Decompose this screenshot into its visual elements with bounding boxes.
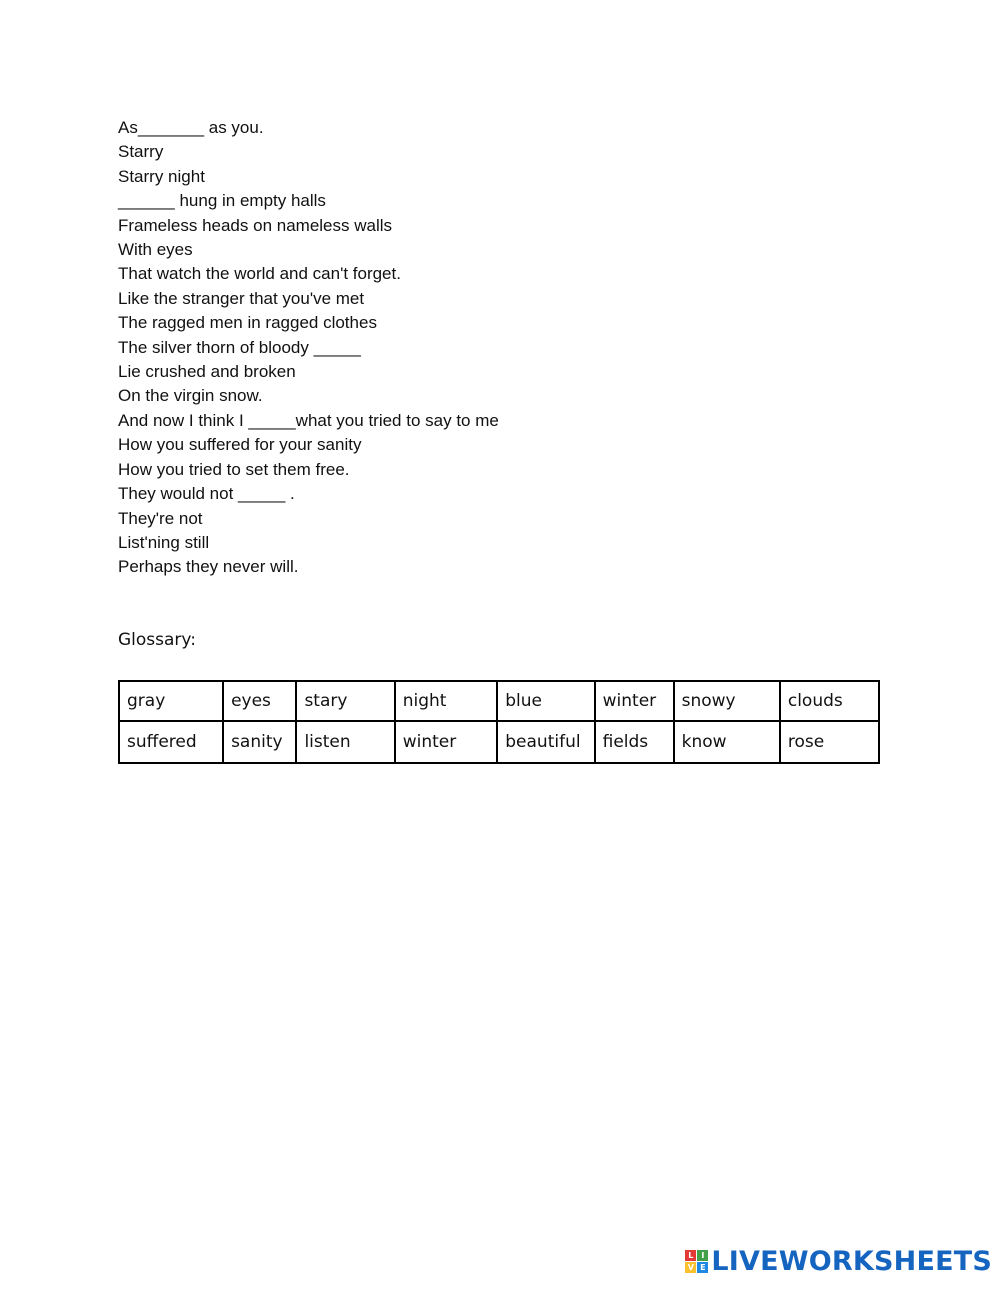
lyric-line: Lie crushed and broken bbox=[118, 362, 296, 382]
glossary-cell: rose bbox=[780, 721, 879, 763]
glossary-cell: night bbox=[395, 681, 498, 721]
logo-block: L bbox=[685, 1250, 696, 1261]
lyric-line: List'ning still bbox=[118, 532, 210, 552]
glossary-cell: listen bbox=[296, 721, 394, 763]
lyric-line: On the virgin snow. bbox=[118, 386, 263, 406]
glossary-cell: suffered bbox=[119, 721, 223, 763]
lyrics-list bbox=[118, 116, 499, 580]
lyric-line: That watch the world and can't forget. bbox=[118, 264, 401, 284]
logo-block: E bbox=[697, 1262, 708, 1273]
glossary-cell: clouds bbox=[780, 681, 879, 721]
lyric-line: ______ hung in empty halls bbox=[118, 191, 326, 211]
lyric-line: Starry bbox=[118, 142, 164, 162]
glossary-cell: snowy bbox=[674, 681, 780, 721]
glossary-cell: fields bbox=[595, 721, 674, 763]
lyric-line: Starry night bbox=[118, 166, 205, 186]
glossary-table bbox=[118, 680, 880, 764]
lyric-line: With eyes bbox=[118, 240, 193, 260]
glossary-cell: know bbox=[674, 721, 780, 763]
glossary-cell: winter bbox=[395, 721, 498, 763]
lyric-line: The silver thorn of bloody _____ bbox=[118, 337, 361, 357]
glossary-cell: sanity bbox=[223, 721, 296, 763]
glossary-cell: winter bbox=[595, 681, 674, 721]
logo-text: LIVEWORKSHEETS bbox=[711, 1246, 992, 1277]
lyric-line: How you tried to set them free. bbox=[118, 459, 350, 479]
logo-block: I bbox=[697, 1250, 708, 1261]
lyric-line: And now I think I _____what you tried to say to me bbox=[118, 410, 499, 430]
table-row bbox=[119, 721, 879, 763]
lyric-line: Frameless heads on nameless walls bbox=[118, 215, 393, 235]
lyric-line: Like the stranger that you've met bbox=[118, 288, 365, 308]
lyric-line: As_______ as you. bbox=[118, 118, 264, 137]
glossary-cell: gray bbox=[119, 681, 223, 721]
logo-block: V bbox=[685, 1262, 696, 1273]
glossary-title: Glossary: bbox=[118, 630, 196, 650]
glossary-cell: beautiful bbox=[497, 721, 594, 763]
lyric-line: The ragged men in ragged clothes bbox=[118, 313, 377, 333]
lyric-line: How you suffered for your sanity bbox=[118, 435, 362, 455]
glossary-cell: eyes bbox=[223, 681, 296, 721]
lyric-line: They're not bbox=[118, 508, 203, 528]
glossary-cell: blue bbox=[497, 681, 594, 721]
table-row bbox=[119, 681, 879, 721]
glossary-cell: stary bbox=[296, 681, 394, 721]
logo-blocks-icon bbox=[685, 1250, 708, 1273]
liveworksheets-logo[interactable] bbox=[685, 1246, 992, 1277]
lyric-line: Perhaps they never will. bbox=[118, 557, 299, 577]
lyric-line: They would not _____ . bbox=[118, 484, 295, 504]
